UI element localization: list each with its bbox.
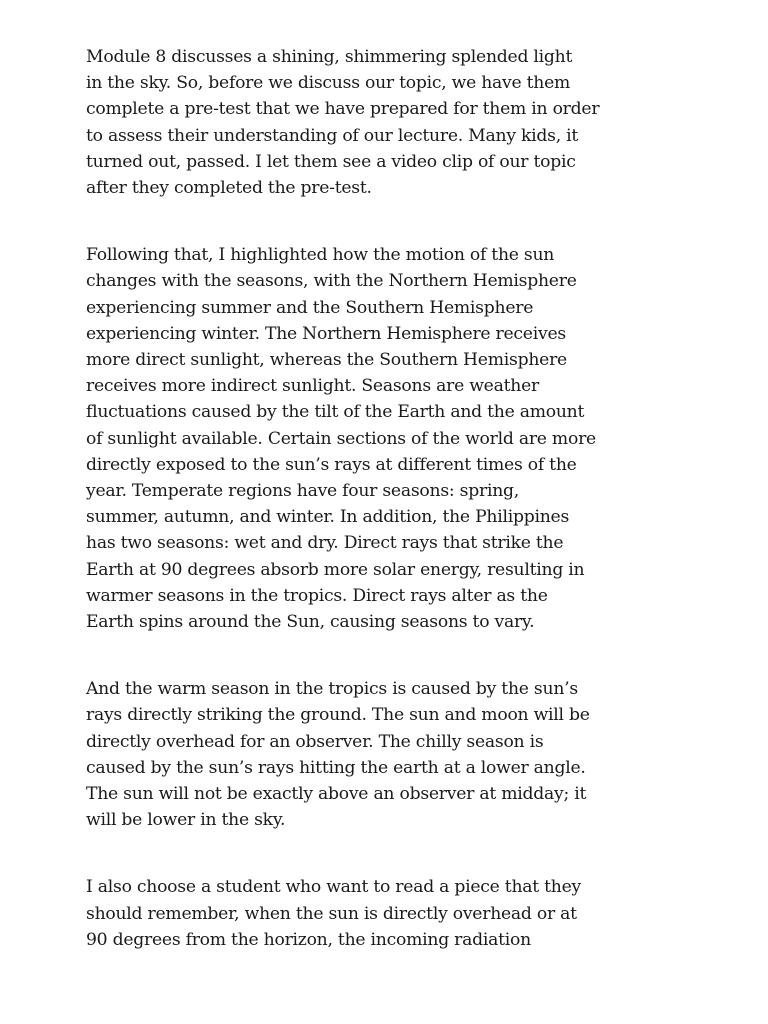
paragraph-student-reading	[86, 874, 686, 953]
text-line: Module 8 discusses a shining, shimmering splended light	[86, 47, 573, 67]
text-line: experiencing summer and the Southern Hemisphere	[86, 297, 534, 318]
paragraph-spacer	[86, 833, 686, 874]
text-line: will be lower in the sky.	[86, 810, 286, 831]
paragraph-spacer	[86, 635, 686, 676]
text-line: summer, autumn, and winter. In addition, the Philippines	[86, 507, 570, 528]
text-line: warmer seasons in the tropics. Direct rays alter as the	[86, 585, 548, 606]
text-line: receives more indirect sunlight. Seasons are weather	[86, 376, 539, 397]
text-line: should remember, when the sun is directly overhead or at	[86, 903, 577, 924]
text-line: turned out, passed. I let them see a video clip of our topic	[86, 151, 576, 172]
paragraph-seasons	[86, 242, 686, 635]
text-line: after they completed the pre-test.	[86, 178, 372, 199]
text-line: The sun will not be exactly above an observer at midday; it	[86, 784, 587, 805]
text-line: Earth spins around the Sun, causing seasons to vary.	[86, 612, 535, 633]
document-body	[86, 44, 686, 953]
text-line: Earth at 90 degrees absorb more solar energy, resulting in	[86, 559, 585, 580]
text-line: Following that, I highlighted how the motion of the sun	[86, 245, 555, 266]
paragraph-spacer	[86, 201, 686, 242]
text-line: rays directly striking the ground. The sun and moon will be	[86, 705, 590, 726]
text-line: 90 degrees from the horizon, the incoming radiation	[86, 929, 531, 950]
text-line: to assess their understanding of our lecture. Many kids, it	[86, 125, 579, 146]
text-line: changes with the seasons, with the Northern Hemisphere	[86, 271, 577, 292]
text-line: of sunlight available. Certain sections of the world are more	[86, 428, 596, 449]
text-line: has two seasons: wet and dry. Direct rays that strike the	[86, 533, 564, 554]
text-line: caused by the sun’s rays hitting the earth at a lower angle.	[86, 757, 586, 778]
text-line: in the sky. So, before we discuss our topic, we have them	[86, 73, 571, 94]
paragraph-module-intro	[86, 44, 686, 201]
paragraph-warm-season	[86, 676, 686, 833]
text-line: And the warm season in the tropics is caused by the sun’s	[86, 679, 578, 700]
text-line: fluctuations caused by the tilt of the Earth and the amount	[86, 402, 585, 423]
text-line: directly overhead for an observer. The chilly season is	[86, 731, 544, 752]
text-line: complete a pre-test that we have prepared for them in order	[86, 99, 600, 120]
text-line: directly exposed to the sun’s rays at different times of the	[86, 454, 577, 475]
text-line: I also choose a student who want to read a piece that they	[86, 877, 581, 898]
text-line: year. Temperate regions have four seasons: spring,	[86, 481, 519, 502]
text-line: experiencing winter. The Northern Hemisphere receives	[86, 323, 566, 344]
text-line: more direct sunlight, whereas the Southern Hemisphere	[86, 350, 567, 371]
